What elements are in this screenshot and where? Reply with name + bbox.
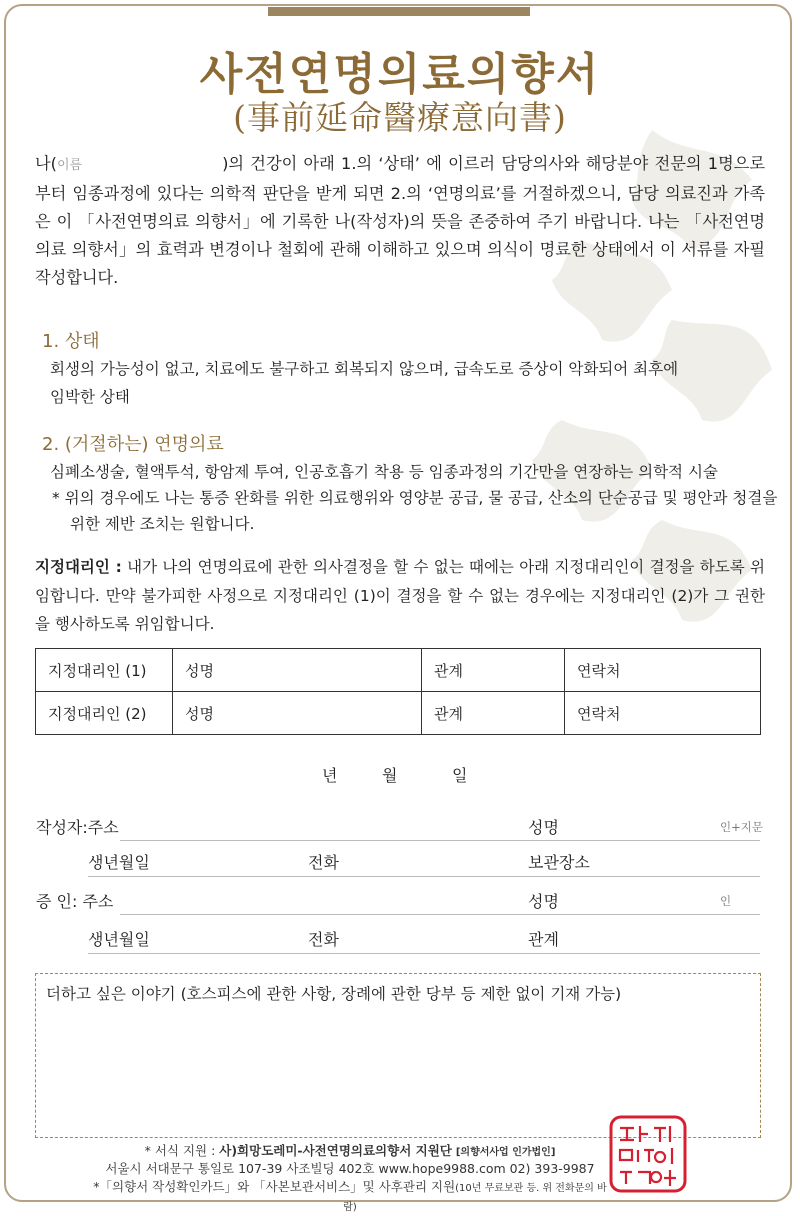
writer-line2 (88, 876, 760, 877)
section2-note: * 위의 경우에도 나는 통증 완화를 위한 의료행위와 영양분 공급, 물 공급, 산소의 단순공급 및 평안과 청결을 위한 제반 조치는 원합니다. (52, 489, 778, 533)
witness-relation-label: 관계 (528, 930, 559, 949)
section1-title: 1. 상태 (42, 331, 100, 352)
table-row (36, 692, 761, 735)
agent2-relation[interactable]: 관계 (422, 692, 565, 735)
agent2-label: 지정대리인 (2) (36, 692, 173, 735)
footer-support: *「의향서 작성확인카드」와 「사본보관서비스」및 사후관리 지원 (93, 1179, 456, 1194)
section1-line2: 임박한 상태 (50, 388, 130, 406)
proxy-text: 내가 나의 연명의료에 관한 의사결정을 할 수 없는 때에는 아래 지정대리인이 결정을 하도록 위임합니다. 만약 불가피한 사정으로 지정대리인 (1)이 결정을 할 수 없는 경우에는 지정대리인 (2)가 그 권한을 행사하도록 위임합니다. (35, 558, 765, 633)
agent2-name[interactable]: 성명 (173, 692, 422, 735)
top-bar (268, 7, 530, 16)
writer-phone-label: 전화 (308, 853, 339, 872)
agents-table (35, 648, 761, 735)
agent2-contact[interactable]: 연락처 (565, 692, 761, 735)
date-year[interactable]: 년 (322, 766, 338, 785)
date-month[interactable]: 월 (382, 766, 398, 785)
witness-birth-label: 생년월일 (88, 930, 150, 949)
witness-line2 (88, 953, 760, 954)
footer-prefix: * 서식 지원 : (144, 1143, 220, 1158)
intro-prefix: 나( (35, 154, 57, 173)
date-day[interactable]: 일 (452, 766, 468, 785)
name-field-label: 이름 (56, 158, 83, 173)
witness-seal-label: 인 (720, 894, 732, 908)
witness-name-label: 성명 (528, 892, 559, 911)
additional-notes-label: 더하고 싶은 이야기 (호스피스에 관한 사항, 장례에 관한 당부 등 제한 없이 기재 가능) (46, 985, 622, 1003)
section1-line1: 회생의 가능성이 없고, 치료에도 불구하고 회복되지 않으며, 급속도로 증상이 악화되어 최후에 (50, 360, 679, 378)
witness-line (120, 914, 760, 915)
footer-support-note: (10년 무료보관 등. 위 전화문의 바람) (343, 1183, 607, 1213)
agent1-contact[interactable]: 연락처 (565, 649, 761, 692)
proxy-paragraph (35, 553, 765, 639)
intro-paragraph (35, 150, 765, 292)
writer-address-label: 작성자:주소 (36, 818, 119, 837)
writer-birth-label: 생년월일 (88, 853, 150, 872)
table-row (36, 649, 761, 692)
footer-line3 (90, 1178, 610, 1216)
agent1-name[interactable]: 성명 (173, 649, 422, 692)
page-subtitle: (事前延命醫療意向書) (233, 98, 567, 137)
proxy-label: 지정대리인 : (35, 558, 122, 576)
agent1-relation[interactable]: 관계 (422, 649, 565, 692)
page-title: 사전연명의료의향서 (199, 49, 601, 100)
witness-phone-label: 전화 (308, 930, 339, 949)
writer-storage-label: 보관장소 (528, 853, 590, 872)
writer-seal-label: 인+지문 (720, 820, 763, 834)
red-seal-stamp (608, 1114, 688, 1194)
witness-address-label: 증 인: 주소 (36, 892, 114, 911)
footer-line1 (90, 1142, 610, 1161)
agent1-label: 지정대리인 (1) (36, 649, 173, 692)
footer-org: 사)희망도레미-사전연명의료의향서 지원단 (219, 1143, 452, 1158)
footer-line2: 서울시 서대문구 통일로 107-39 사조빌딩 402호 www.hope9988.com 02) 393-9987 (105, 1161, 595, 1176)
intro-text: )의 건강이 아래 1.의 ‘상태’ 에 이르러 담당의사와 해당분야 전문의 1명으로부터 임종과정에 있다는 의학적 판단을 받게 되면 2.의 ‘연명의료’를 거절하겠으니, 담당 의료진과 가족은 이 「사전연명의료 의향서」에 기록한 나(작성자)의 뜻을 존중하여 주기 바랍니다. 나는 「사전연명의료 의향서」의 효력과 변경이나 철회에 관해 이해하고 있으며 의식이 명료한 상태에서 이 서류를 자필 작성합니다. (35, 154, 765, 287)
footer-org-suffix: [의향서사업 인가법인] (455, 1147, 556, 1158)
writer-name-label: 성명 (528, 818, 559, 837)
section2-title: 2. (거절하는) 연명의료 (42, 434, 224, 455)
section2-line1: 심폐소생술, 혈액투석, 항암제 투여, 인공호흡기 착용 등 임종과정의 기간만을 연장하는 의학적 시술 (50, 463, 718, 481)
writer-line (120, 840, 760, 841)
